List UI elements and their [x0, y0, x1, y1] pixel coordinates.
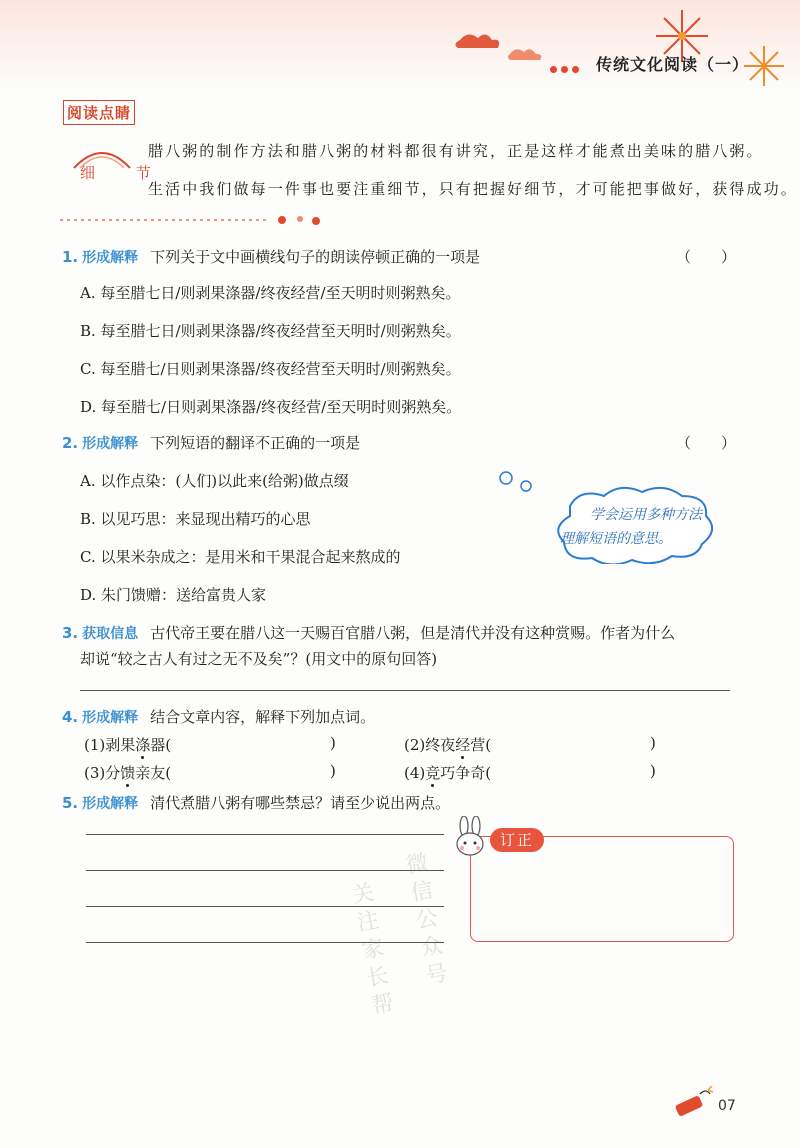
- firecracker-icon: [670, 1086, 714, 1126]
- thought-dots-icon: [496, 468, 546, 494]
- question-5-number: 5.: [62, 794, 79, 812]
- question-3-number: 3.: [62, 624, 79, 642]
- question-1-text: 下列关于文中画横线句子的朗读停顿正确的一项是: [150, 248, 481, 266]
- question-4-number: 4.: [62, 708, 79, 726]
- header-dots: [550, 58, 583, 77]
- question-2: [62, 432, 360, 453]
- question-5-answer-line-2[interactable]: [86, 870, 444, 871]
- item-3-post: 亲友(: [135, 764, 172, 782]
- cloud-decoration-icon: [440, 20, 560, 70]
- question-3-line-1: 古代帝王要在腊八这一天赐百官腊八粥，但是清代并没有这种赏赐。作者为什么: [150, 624, 676, 642]
- question-4-item-3[interactable]: [84, 762, 171, 783]
- item-4-pre: (4): [404, 764, 426, 782]
- correction-label: 订正: [490, 828, 544, 852]
- question-5-text: 清代煮腊八粥有哪些禁忌？请至少说出两点。: [150, 794, 451, 812]
- header-title: 传统文化阅读（一）: [596, 55, 750, 74]
- question-5-tag: 形成解释: [82, 796, 139, 812]
- tip-line-2: 理解短语的意思。: [560, 531, 672, 547]
- question-1-option-c[interactable]: C. 每至腊七/日则剥果涤器/终夜经营至天明时/则粥熟矣。: [80, 360, 461, 378]
- question-3-line-2: 却说“较之古人有过之无不及矣”？(用文中的原句回答): [80, 650, 438, 668]
- question-1-number: 1.: [62, 248, 79, 266]
- question-1: [62, 246, 480, 267]
- item-2-post: 营(: [470, 736, 492, 754]
- bunny-icon: [450, 816, 490, 858]
- divider-dashes: [60, 214, 360, 226]
- question-2-option-b[interactable]: B. 以见巧思：来显现出精巧的心思: [80, 510, 311, 528]
- question-3-answer-line[interactable]: [80, 690, 730, 691]
- question-2-option-a[interactable]: A. 以作点染：(人们)以此来(给粥)做点缀: [80, 472, 349, 490]
- question-4-item-1-close: ): [330, 734, 336, 752]
- question-4-tag: 形成解释: [82, 710, 139, 726]
- question-2-tag: 形成解释: [82, 436, 139, 452]
- question-4-item-4[interactable]: [404, 762, 491, 783]
- question-1-option-d[interactable]: D. 每至腊七/日则剥果涤器/终夜经营/至天明时则粥熟矣。: [80, 398, 462, 416]
- question-5-answer-line-4[interactable]: [86, 942, 444, 943]
- question-3-tag: 获取信息: [82, 626, 139, 642]
- question-4-item-2[interactable]: [404, 734, 491, 755]
- item-3-dotted-char: 馈: [120, 764, 136, 782]
- item-2-pre: (2)终夜: [404, 736, 456, 754]
- item-3-pre: (3)分: [84, 764, 121, 782]
- question-4: [62, 706, 375, 727]
- tip-line-1: 学会运用多种方法: [590, 507, 702, 523]
- intro-line-2: 生活中我们做每一件事也要注重细节，只有把握好细节，才可能把事做好，获得成功。: [148, 180, 798, 198]
- intro-line-1: 腊八粥的制作方法和腊八粥的材料都很有讲究，正是这样才能煮出美味的腊八粥。: [148, 142, 764, 160]
- question-5: [62, 792, 450, 813]
- watermark-col-1: 微信公众号: [404, 850, 450, 990]
- question-4-item-3-close: ): [330, 762, 336, 780]
- item-4-dotted-char: 竞: [425, 764, 441, 782]
- question-2-number: 2.: [62, 434, 79, 452]
- item-2-dotted-char: 经: [455, 736, 471, 754]
- question-1-answer-paren[interactable]: （ ）: [676, 248, 737, 266]
- item-1-pre: (1)剥果: [84, 736, 136, 754]
- item-1-dotted-char: 涤: [135, 736, 151, 754]
- thought-bubble-icon: [540, 484, 730, 564]
- question-3: [62, 622, 675, 643]
- question-4-item-4-close: ): [650, 762, 656, 780]
- question-1-tag: 形成解释: [82, 250, 139, 266]
- question-4-text: 结合文章内容，解释下列加点词。: [150, 708, 376, 726]
- question-5-answer-line-1[interactable]: [86, 834, 444, 835]
- question-4-item-1[interactable]: [84, 734, 171, 755]
- item-1-post: 器(: [150, 736, 172, 754]
- question-1-option-a[interactable]: A. 每至腊七日/则剥果涤器/终夜经营/至天明时则粥熟矣。: [80, 284, 461, 302]
- detail-label: 细 节: [80, 164, 169, 182]
- watermark-col-2: 关注家长帮: [350, 880, 396, 1020]
- page-number: 07: [718, 1098, 736, 1114]
- section-tag: 阅读点睛: [63, 100, 135, 125]
- question-2-option-d[interactable]: D. 朱门馈赠：送给富贵人家: [80, 586, 267, 604]
- question-2-option-c[interactable]: C. 以果米杂成之：是用米和干果混合起来熬成的: [80, 548, 401, 566]
- question-5-answer-line-3[interactable]: [86, 906, 444, 907]
- question-2-answer-paren[interactable]: （ ）: [676, 434, 737, 452]
- question-1-option-b[interactable]: B. 每至腊七日/则剥果涤器/终夜经营至天明时/则粥熟矣。: [80, 322, 461, 340]
- question-4-item-2-close: ): [650, 734, 656, 752]
- item-4-post: 巧争奇(: [440, 764, 492, 782]
- question-2-text: 下列短语的翻译不正确的一项是: [150, 434, 361, 452]
